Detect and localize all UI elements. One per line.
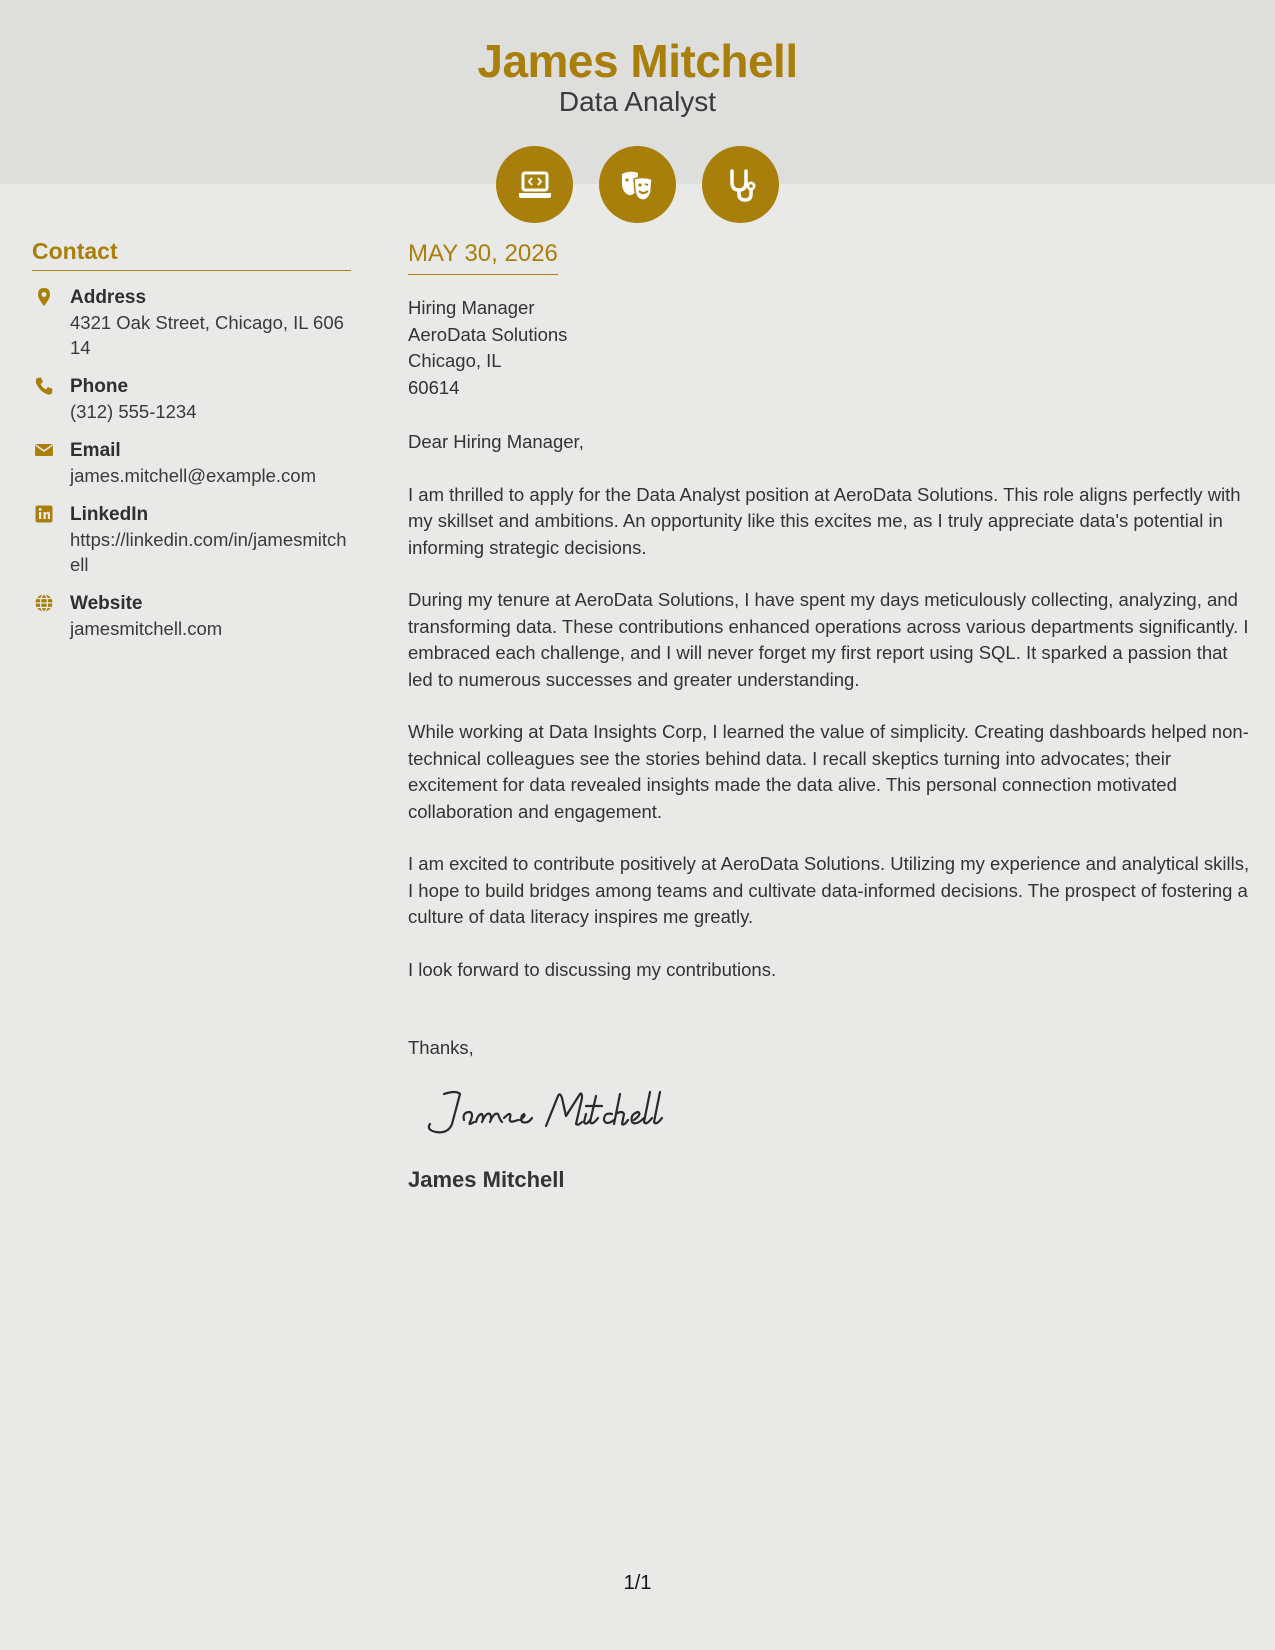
- letter-paragraph: I am thrilled to apply for the Data Analyst position at AeroData Solutions. This role aligns perfectly with my skillset and ambitions. An opportunity like this excites me, as I truly appreciate data's potential in informing strategic decisions.: [408, 483, 1241, 558]
- letter-paragraph: During my tenure at AeroData Solutions, I have spent my days meticulously collecting, analyzing, and transforming data. These contributions enhanced operations across various departments significantly. I embraced each challenge, and I will never forget my first report using SQL. It sparked a passion that led to numerous successes and greater understanding.: [408, 589, 1249, 690]
- map-pin-icon: [34, 287, 54, 307]
- website-value[interactable]: jamesmitchell.com: [70, 618, 223, 639]
- contact-label: LinkedIn: [70, 504, 149, 525]
- globe-icon: [34, 593, 54, 613]
- contact-section-title: Contact: [32, 238, 351, 271]
- closing: Thanks,: [408, 1037, 474, 1058]
- letter-paragraph: I look forward to discussing my contributions.: [408, 958, 777, 980]
- page-number: 1/1: [623, 1572, 652, 1594]
- salutation: Dear Hiring Manager,: [408, 431, 584, 452]
- recipient-line: AeroData Solutions: [408, 323, 568, 345]
- letter-paragraph: I am excited to contribute positively at AeroData Solutions. Utilizing my experience and analytical skills, I hope to build bridges among teams and cultivate data-informed decisions. The prospect of fostering a culture of data literacy inspires me greatly.: [408, 853, 1250, 927]
- contact-label: Phone: [70, 376, 129, 397]
- recipient-line: Hiring Manager: [408, 297, 535, 318]
- contact-label: Email: [70, 440, 121, 461]
- phone-value: (312) 555-1234: [70, 401, 197, 422]
- laptop-code-icon: [515, 165, 555, 205]
- theater-masks-badge: [599, 146, 676, 223]
- stethoscope-icon: [721, 165, 761, 205]
- theater-masks-icon: [618, 165, 658, 205]
- laptop-code-badge: [496, 146, 573, 223]
- contact-item-website: [32, 591, 351, 641]
- signer-name: James Mitchell: [408, 1166, 565, 1192]
- letter-paragraph: While working at Data Insights Corp, I learned the value of simplicity. Creating dashboards helped non-technical colleagues see the stories behind data. I recall skeptics turning into advocates; their excitement for data revealed insights made the data alive. This personal connection motivated collaboration and engagement.: [408, 721, 1249, 822]
- contact-list: [32, 285, 351, 641]
- contact-sidebar: [32, 238, 351, 655]
- candidate-name: James Mitchell: [477, 35, 798, 87]
- contact-label: Address: [70, 287, 147, 308]
- letter-body: [408, 240, 1253, 1193]
- phone-icon: [34, 376, 54, 396]
- envelope-icon: [34, 440, 54, 460]
- linkedin-value[interactable]: https://linkedin.com/in/jamesmitchell: [70, 529, 347, 575]
- contact-item-address: [32, 285, 351, 360]
- interest-badges: [0, 146, 1275, 223]
- contact-item-phone: [32, 374, 351, 424]
- recipient-block: [408, 295, 1253, 401]
- stethoscope-badge: [702, 146, 779, 223]
- candidate-role: Data Analyst: [558, 86, 717, 117]
- letter-content: [408, 429, 1253, 1062]
- handwritten-signature: [416, 1086, 1253, 1145]
- recipient-line: 60614: [408, 376, 460, 398]
- letter-date: MAY 30, 2026: [408, 240, 558, 275]
- email-value[interactable]: james.mitchell@example.com: [70, 465, 316, 486]
- contact-label: Website: [70, 593, 143, 614]
- contact-item-email: [32, 438, 351, 488]
- recipient-line: Chicago, IL: [408, 350, 502, 371]
- contact-item-linkedin: [32, 502, 351, 577]
- address-value: 4321 Oak Street, Chicago, IL 60614: [70, 312, 344, 358]
- linkedin-icon: [34, 504, 54, 524]
